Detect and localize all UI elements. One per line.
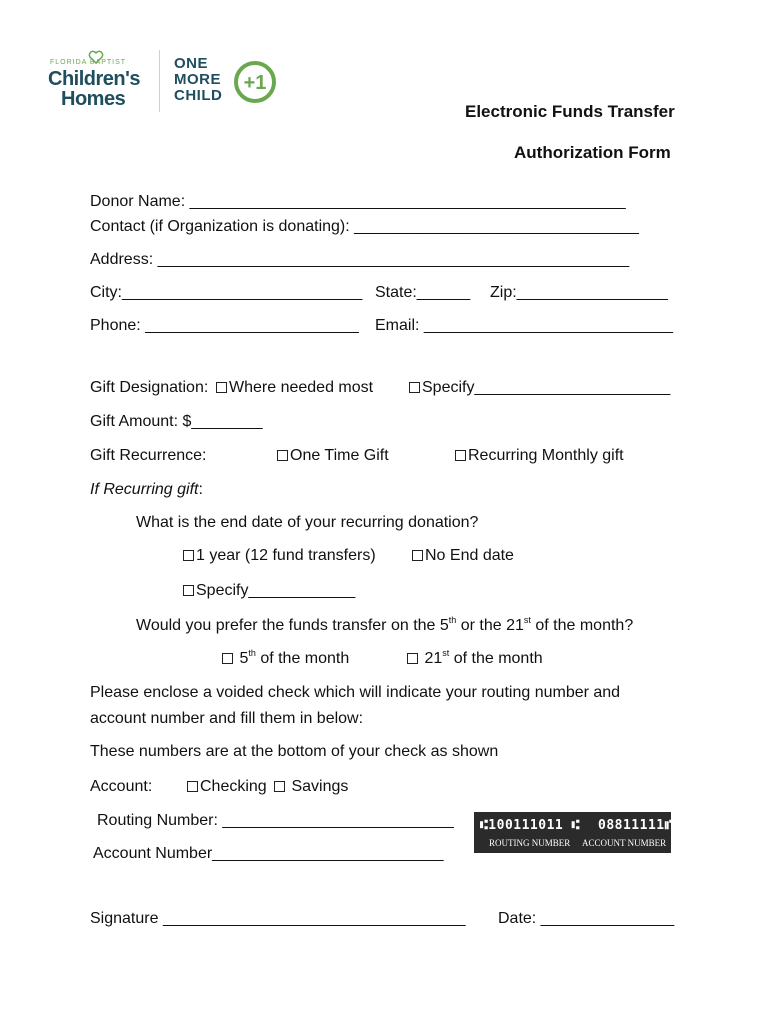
no-end-date-label: No End date xyxy=(425,547,514,564)
check-account-label: ACCOUNT NUMBER xyxy=(582,838,667,848)
phone-field[interactable]: Phone: ________________________ xyxy=(90,317,359,334)
form-title-line2: Authorization Form xyxy=(514,143,671,162)
fifth-of-month-option[interactable]: 5th of the month xyxy=(222,649,349,669)
logo-campaign-line3: CHILD xyxy=(174,87,223,104)
gift-amount-field[interactable]: Gift Amount: $________ xyxy=(90,413,263,430)
email-field[interactable]: Email: ____________________________ xyxy=(375,317,674,334)
logo-campaign-line1: ONE xyxy=(174,55,209,72)
if-recurring-colon: : xyxy=(198,481,203,498)
address-field[interactable]: Address: _____________________________________________________ xyxy=(90,251,630,268)
specify-designation-option[interactable] xyxy=(409,378,670,398)
childrens-homes-logo xyxy=(48,50,148,110)
logo-campaign-line2: MORE xyxy=(174,71,221,88)
checking-option[interactable] xyxy=(187,777,267,797)
enclose-check-line1: Please enclose a voided check which will indicate your routing number and xyxy=(90,684,621,701)
fifth-of-month-checkbox[interactable] xyxy=(222,653,233,664)
specify-end-option[interactable] xyxy=(183,581,355,601)
one-year-option[interactable] xyxy=(183,546,376,566)
check-account-digits: 08811111⑈ xyxy=(598,818,673,833)
gift-designation-label: Gift Designation: xyxy=(90,379,209,396)
form-title-line1: Electronic Funds Transfer xyxy=(465,102,675,121)
signature-field[interactable]: Signature __________________________________ xyxy=(90,910,466,927)
account-number-field[interactable]: Account Number__________________________ xyxy=(93,845,444,862)
twenty-first-checkbox[interactable] xyxy=(407,653,418,664)
savings-checkbox[interactable] xyxy=(274,781,285,792)
numbers-note: These numbers are at the bottom of your check as shown xyxy=(90,743,499,760)
no-end-date-option[interactable] xyxy=(412,546,514,566)
one-year-label: 1 year (12 fund transfers) xyxy=(196,547,376,564)
one-more-child-logo xyxy=(174,56,284,108)
twenty-first-of-month-option[interactable]: 21st of the month xyxy=(407,649,543,669)
one-year-checkbox[interactable] xyxy=(183,550,194,561)
one-time-label: One Time Gift xyxy=(290,447,389,464)
checking-checkbox[interactable] xyxy=(187,781,198,792)
check-example-image xyxy=(474,812,671,853)
routing-number-field[interactable]: Routing Number: __________________________ xyxy=(97,812,454,829)
checking-label: Checking xyxy=(200,778,267,795)
specify-designation-checkbox[interactable] xyxy=(409,382,420,393)
account-type-label: Account: xyxy=(90,778,153,795)
recurring-monthly-checkbox[interactable] xyxy=(455,450,466,461)
specify-end-label: Specify____________ xyxy=(196,582,356,599)
where-needed-checkbox[interactable] xyxy=(216,382,227,393)
logo-org-name-line1: Children's xyxy=(48,68,140,90)
one-time-option[interactable] xyxy=(277,446,389,466)
transfer-day-question: Would you prefer the funds transfer on the 5th or the 21st of the month? xyxy=(136,615,634,634)
check-routing-label: ROUTING NUMBER xyxy=(489,838,571,848)
contact-field[interactable]: Contact (if Organization is donating): ________________________________ xyxy=(90,218,639,235)
one-time-checkbox[interactable] xyxy=(277,450,288,461)
specify-designation-label: Specify______________________ xyxy=(422,379,671,396)
date-field[interactable]: Date: _______________ xyxy=(498,910,675,927)
state-field[interactable]: State:______ xyxy=(375,284,471,301)
recurring-monthly-option[interactable] xyxy=(455,446,624,466)
if-recurring-text: If Recurring gift xyxy=(90,481,199,498)
check-routing-digits: ⑆100111011 ⑆ xyxy=(480,818,580,833)
where-needed-option[interactable] xyxy=(216,378,373,398)
plus-one-badge-text: +1 xyxy=(243,72,267,94)
end-date-question: What is the end date of your recurring donation? xyxy=(136,514,479,531)
logo-org-name-line2: Homes xyxy=(61,88,126,110)
specify-end-checkbox[interactable] xyxy=(183,585,194,596)
logo-divider xyxy=(159,50,160,112)
no-end-date-checkbox[interactable] xyxy=(412,550,423,561)
where-needed-label: Where needed most xyxy=(229,379,374,396)
savings-label: Savings xyxy=(291,778,349,795)
gift-recurrence-label: Gift Recurrence: xyxy=(90,447,207,464)
logo-org-small-text: FLORIDA BAPTIST xyxy=(50,59,127,66)
city-field[interactable]: City:___________________________ xyxy=(90,284,363,301)
enclose-check-line2: account number and fill them in below: xyxy=(90,710,364,727)
plus-one-badge-icon xyxy=(231,58,279,106)
savings-option[interactable] xyxy=(274,777,348,797)
donor-name-field[interactable]: Donor Name: _________________________________________________ xyxy=(90,193,626,210)
recurring-monthly-label: Recurring Monthly gift xyxy=(468,447,624,464)
zip-field[interactable]: Zip:_________________ xyxy=(490,284,668,301)
if-recurring-heading xyxy=(90,480,203,500)
